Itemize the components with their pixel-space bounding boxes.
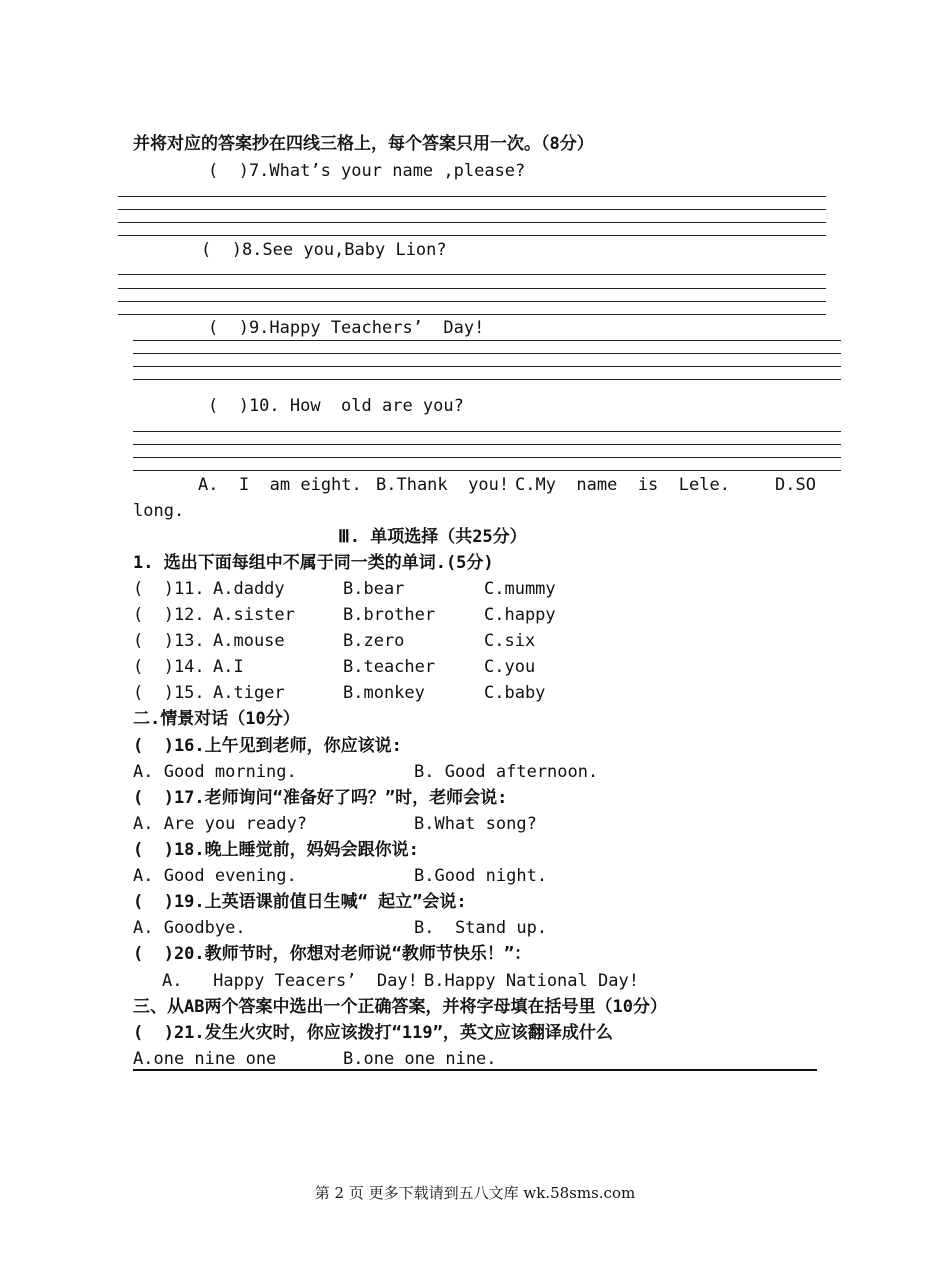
dialogue-question: ( )17.老师询问“准备好了吗？”时，老师会说: — [133, 788, 508, 808]
dialogue-option-b: B.What song? — [414, 814, 537, 834]
option-b: B.teacher — [343, 657, 436, 677]
dialogue-option-a: A. Good evening. — [133, 866, 297, 886]
dialogue-option-a: A. Are you ready? — [133, 814, 307, 834]
option-b: B.zero — [343, 631, 405, 651]
option-a: A.mouse — [213, 631, 285, 651]
page-footer: 第 2 页 更多下载请到五八文库 wk.58sms.com — [314, 1184, 636, 1202]
matching-item-8: ( )8.See you,Baby Lion? — [201, 240, 447, 260]
dialogue-option-a: A. Good morning. — [133, 762, 297, 782]
section-title: Ⅲ. 单项选择（共25分） — [338, 527, 527, 547]
instruction-text: 并将对应的答案抄在四线三格上，每个答案只用一次。（8分） — [133, 134, 594, 154]
option-c: C.happy — [484, 605, 556, 625]
option-c: C.six — [484, 631, 536, 651]
answer-option-d: D.SO — [775, 475, 816, 495]
matching-item-7: ( )7.What’s your name ,please? — [208, 161, 526, 181]
part1-heading: 1. 选出下面每组中不属于同一类的单词.(5分) — [133, 553, 494, 573]
dialogue-question: ( )18.晚上睡觉前，妈妈会跟你说: — [133, 840, 419, 860]
dialogue-option-b: B. Stand up. — [414, 918, 548, 938]
dialogue-option-a: A. Happy Teacers’ Day! — [162, 971, 418, 991]
answer-option-a: A. I am eight. — [198, 475, 362, 495]
option-b: B.bear — [343, 579, 405, 599]
answer-option-b: B.Thank you! — [376, 475, 510, 495]
part3-question: ( )21.发生火灾时，你应该拨打“119”，英文应该翻译成什么 — [133, 1023, 613, 1043]
dialogue-option-a: A. Goodbye. — [133, 918, 246, 938]
option-c: C.mummy — [484, 579, 556, 599]
dialogue-option-b: B.Happy National Day! — [424, 971, 639, 991]
option-c: C.baby — [484, 683, 546, 703]
dialogue-option-b: B. Good afternoon. — [414, 762, 599, 782]
dialogue-option-b: B.Good night. — [414, 866, 548, 886]
option-a: A.sister — [213, 605, 295, 625]
option-a: A.tiger — [213, 683, 285, 703]
question-number: ( )13. — [133, 631, 205, 651]
part3-heading: 三、从AB两个答案中选出一个正确答案，并将字母填在括号里（10分） — [133, 997, 667, 1017]
matching-item-9: ( )9.Happy Teachers’ Day! — [208, 318, 485, 338]
matching-item-10: ( )10. How old are you? — [208, 396, 464, 416]
dialogue-question: ( )20.教师节时，你想对老师说“教师节快乐！”： — [133, 944, 532, 964]
option-b: B.brother — [343, 605, 436, 625]
part3-option-b: B.one one nine. — [343, 1049, 497, 1069]
option-c: C.you — [484, 657, 536, 677]
question-number: ( )14. — [133, 657, 205, 677]
question-number: ( )15. — [133, 683, 205, 703]
answer-option-d-continued: long. — [133, 501, 185, 521]
dialogue-question: ( )19.上英语课前值日生喊“ 起立”会说: — [133, 892, 467, 912]
option-b: B.monkey — [343, 683, 425, 703]
dialogue-question: ( )16.上午见到老师，你应该说: — [133, 736, 402, 756]
question-number: ( )12. — [133, 605, 205, 625]
question-number: ( )11. — [133, 579, 205, 599]
part2-heading: 二.情景对话（10分） — [133, 709, 300, 729]
answer-option-c: C.My name is Lele. — [515, 475, 730, 495]
option-a: A.I — [213, 657, 244, 677]
part3-option-a: A.one nine one — [133, 1049, 277, 1069]
underline-rule — [133, 1069, 817, 1071]
option-a: A.daddy — [213, 579, 285, 599]
